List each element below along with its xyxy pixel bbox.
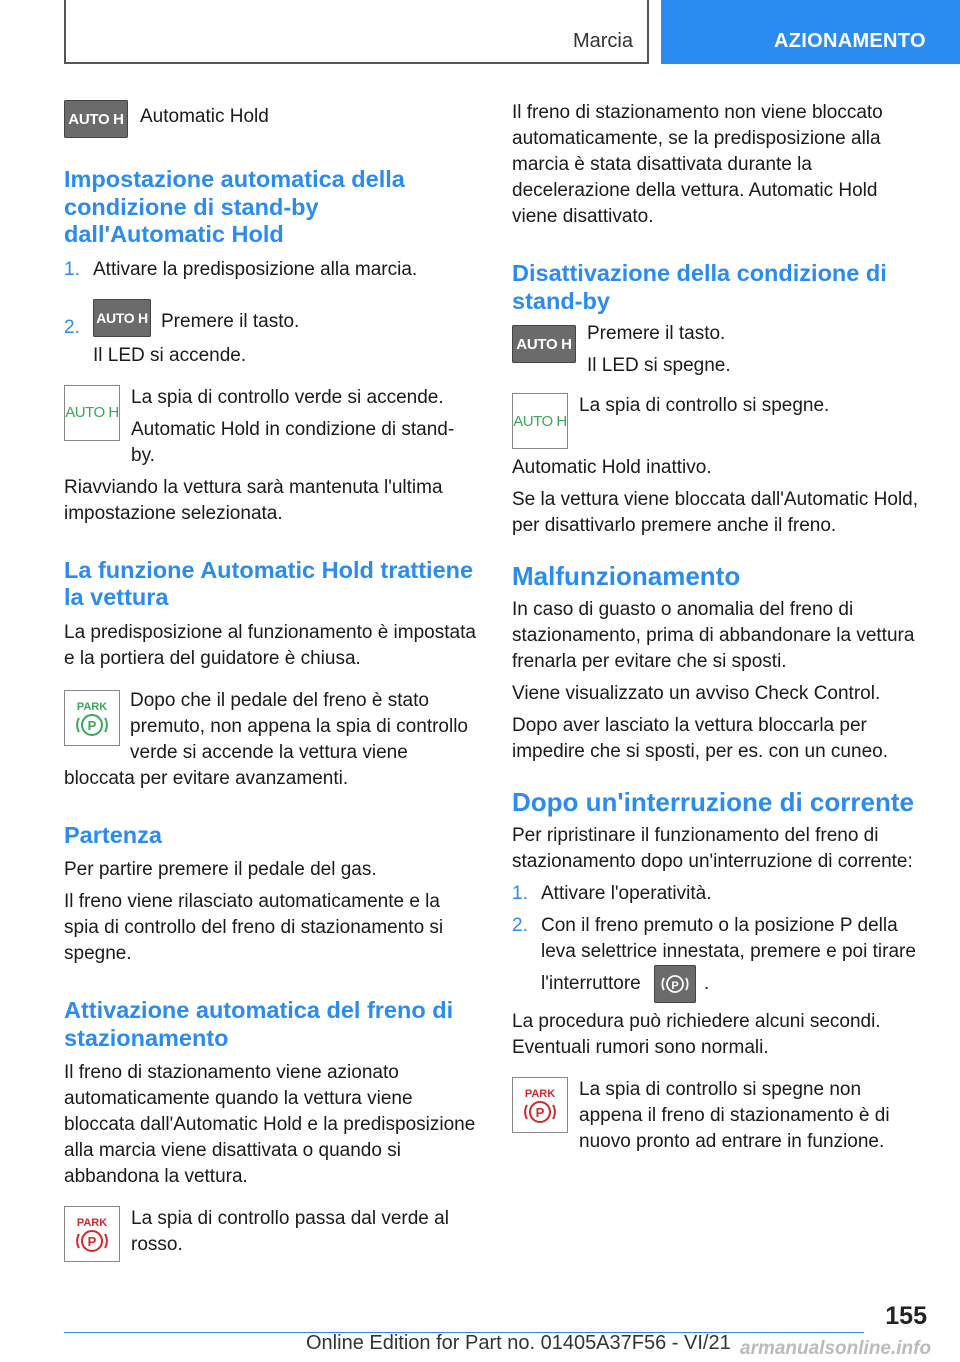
restore-step-2: 2. Con il freno premuto o la posizione P della leva selettrice innestata, premere e poi tirare l'interruttore P . <box>512 913 926 1003</box>
pedal-block <box>64 688 478 792</box>
check-control-text: Viene visualizzato un avviso Check Control. <box>512 683 881 704</box>
heading-auto-parking: Attivazione automatica del freno di stazionamento <box>64 997 454 1051</box>
restore-step-1: 1. Attivare l'operatività. <box>512 883 712 904</box>
heading-start: Partenza <box>64 821 162 848</box>
auto-parking-text: Il freno di stazionamento viene azionato automaticamente quando la vettura viene bloccata dall'Automatic Hold e la predisposizione alla marcia viene disattivata o quando si abbandona la vettura. <box>64 1062 476 1187</box>
lamp-off-row <box>512 393 926 449</box>
page-number: 155 <box>885 1302 927 1330</box>
park-green-lamp-icon <box>64 690 120 746</box>
led-on-text: Il LED si accende. <box>93 344 247 366</box>
auto-h-button-icon: AUTO H <box>64 100 128 138</box>
not-blocked-text: Il freno di stazionamento non viene bloccato automaticamente, se la predisposizione alla marcia è stata disattivata durante la decelerazione della vettura. Automatic Hold viene disattivato. <box>512 102 883 227</box>
svg-text:PARK: PARK <box>524 1088 556 1100</box>
press-row <box>512 325 926 379</box>
restore-steps <box>512 881 926 1003</box>
auto-h-button-icon: AUTO H <box>512 325 576 363</box>
intro-text: Automatic Hold <box>140 106 269 127</box>
heading-deactivation: Disattivazione della condizione di stand-by <box>512 260 887 314</box>
svg-text:PARK: PARK <box>76 1217 108 1229</box>
svg-text:P: P <box>671 980 679 992</box>
park-red-lamp-icon <box>512 1077 568 1133</box>
restore-text: Per ripristinare il funzionamento del freno di stazionamento dopo un'interruzione di corrente: <box>512 825 913 872</box>
heading-power-interruption: Dopo un'interruzione di corrente <box>512 787 914 817</box>
intro-row <box>64 100 478 138</box>
standby-text: Automatic Hold in condizione di stand-by. <box>131 418 455 466</box>
parking-brake-switch-icon <box>654 965 696 1003</box>
led-off-text: Il LED si spegne. <box>587 355 731 376</box>
fault-text: In caso di guasto o anomalia del freno di stazionamento, prima di abbandonare la vettura frenarla per evitare che si sposti. <box>512 599 915 672</box>
pedal-text: Dopo che il pedale del freno è stato premuto, non appena la spia di controllo verde si accende la vettura viene bloccata per evitare avanzamenti. <box>64 689 469 789</box>
gas-text: Per partire premere il pedale del gas. <box>64 859 377 880</box>
auto-h-green-lamp-icon: AUTO H <box>512 393 568 449</box>
svg-text:P: P <box>535 1105 545 1120</box>
lamp-off-text: La spia di controllo si spegne. <box>579 395 830 416</box>
lamp-green-row <box>64 385 478 469</box>
header-section-box <box>64 0 649 64</box>
prereq-text: La predisposizione al funzionamento è impostata e la portiera del guidatore è chiusa. <box>64 621 476 669</box>
release-text: Il freno viene rilasciato automaticamente e la spia di controllo del freno di stazionamento si spegne. <box>64 891 444 964</box>
section-title: Marcia <box>572 30 633 52</box>
restart-text: Riavviando la vettura sarà mantenuta l'ultima impostazione selezionata. <box>64 476 443 524</box>
heading-standby-auto: Impostazione automatica della condizione di stand-by dall'Automatic Hold <box>64 166 405 247</box>
park-red-lamp-icon <box>64 1206 120 1262</box>
wedge-text: Dopo aver lasciato la vettura bloccarla per impedire che si sposti, per es. con un cuneo. <box>512 715 888 762</box>
lamp-ready-row <box>512 1077 926 1155</box>
lamp-green-text: La spia di controllo verde si accende. <box>131 386 444 408</box>
steps-list <box>64 257 478 337</box>
heading-malfunction: Malfunzionamento <box>512 561 741 591</box>
heading-hold-function: La funzione Automatic Hold trattiene la vettura <box>64 556 474 610</box>
lamp-red-text: La spia di controllo passa dal verde al rosso. <box>131 1208 449 1255</box>
blocked-text: Se la vettura viene bloccata dall'Automatic Hold, per disattivarlo premere anche il freno. <box>512 489 919 536</box>
svg-text:P: P <box>87 717 97 733</box>
step-1: 1. Attivare la predisposizione alla marcia. <box>64 258 418 280</box>
right-column <box>512 100 926 1155</box>
press-text: Premere il tasto. <box>587 323 726 344</box>
noise-text: Eventuali rumori sono normali. <box>512 1037 769 1058</box>
lamp-red-row <box>64 1206 478 1262</box>
left-column <box>64 100 478 1262</box>
step-2: 2. AUTO H Premere il tasto. <box>64 299 478 337</box>
ready-text: La spia di controllo si spegne non appena il freno di stazionamento è di nuovo pronto ad entrare in funzione. <box>579 1079 890 1152</box>
svg-text:P: P <box>87 1234 97 1249</box>
auto-h-green-lamp-icon: AUTO H <box>64 385 120 441</box>
chapter-tab: AZIONAMENTO <box>661 0 960 64</box>
footer-edition: Online Edition for Part no. 01405A37F56 - VI/21 <box>306 1332 731 1354</box>
seconds-text: La procedura può richiedere alcuni secondi. <box>512 1011 881 1032</box>
svg-text:PARK: PARK <box>76 700 108 713</box>
auto-h-button-icon: AUTO H <box>93 299 151 337</box>
watermark-text: armanualsonline.info <box>740 1338 932 1359</box>
inactive-text: Automatic Hold inattivo. <box>512 457 712 478</box>
